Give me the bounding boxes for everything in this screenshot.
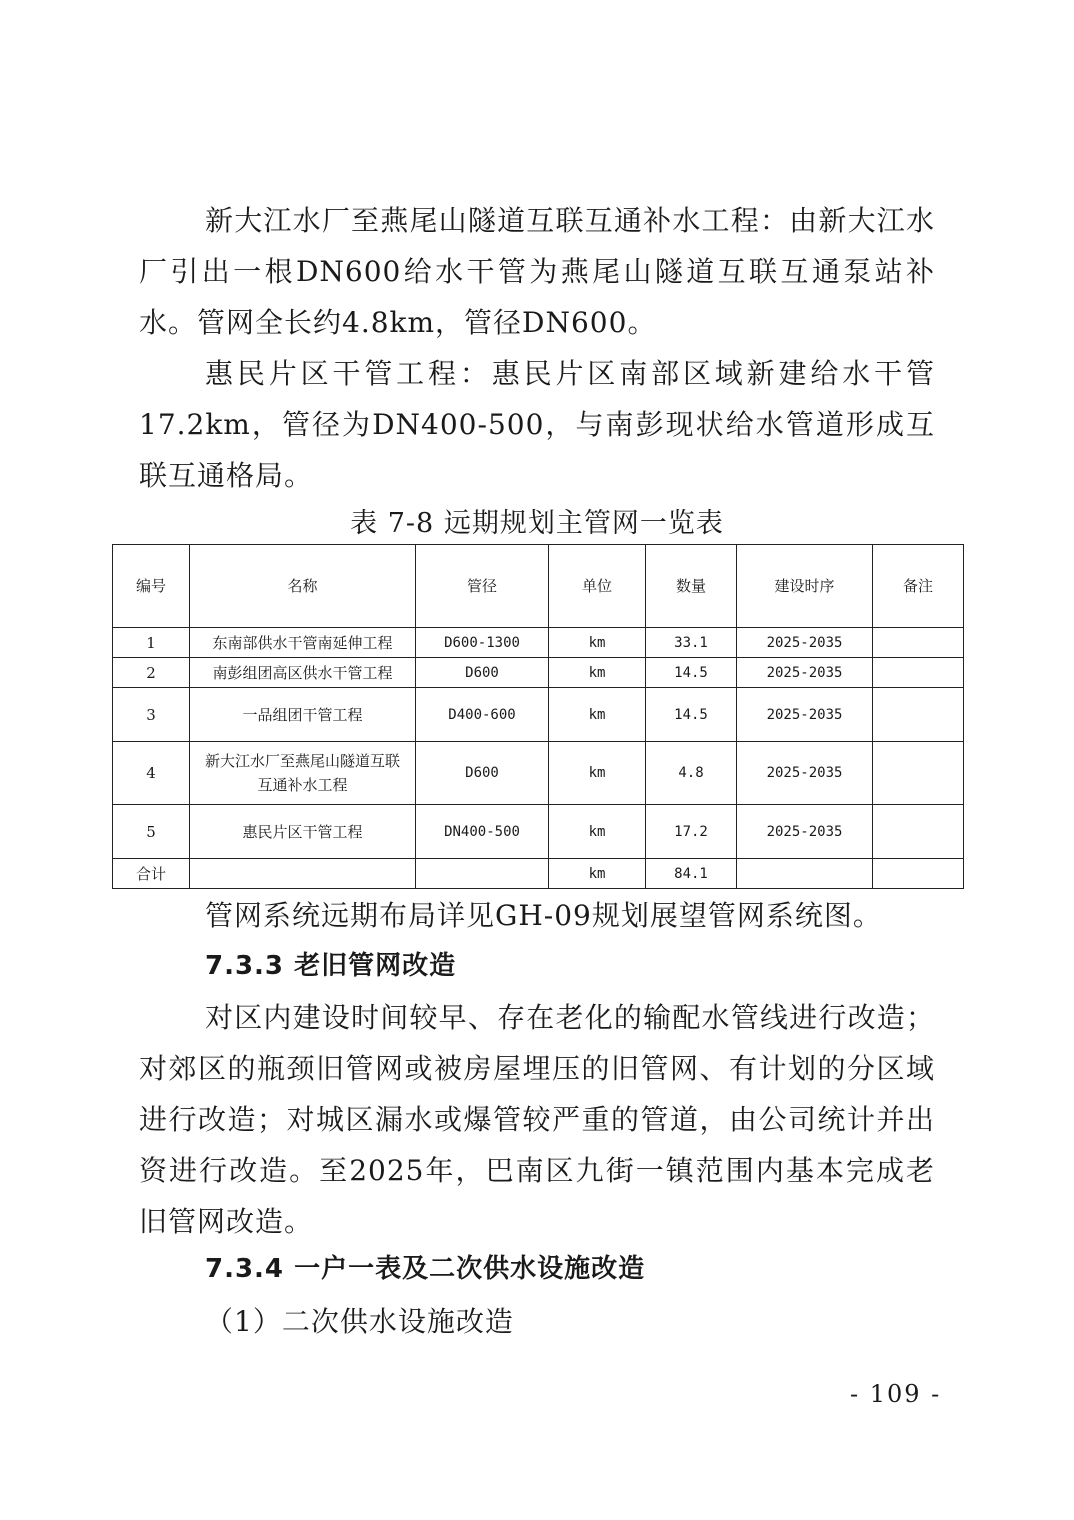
header-cell: 单位 [549,545,646,628]
table-row [113,742,964,805]
table-cell [190,859,416,889]
table-cell [873,742,964,805]
table-cell: 南彭组团高区供水干管工程 [190,658,416,688]
header-cell: 名称 [190,545,416,628]
table-cell: D600-1300 [416,628,549,658]
section-heading-734: 7.3.4 一户一表及二次供水设施改造 [205,1254,646,1284]
table-cell [737,859,873,889]
table-total-row [113,859,964,889]
table-cell: 2025-2035 [737,688,873,742]
table-cell: 17.2 [646,805,737,859]
table-cell: 1 [113,628,190,658]
table-cell: 2025-2035 [737,628,873,658]
table-cell: 2025-2035 [737,742,873,805]
paragraph-xindajiang-project: 新大江水厂至燕尾山隧道互联互通补水工程：由新大江水厂引出一根DN600给水干管为燕尾山隧道互联互通泵站补水。管网全长约4.8km，管径DN600。 [139,204,935,339]
header-cell: 数量 [646,545,737,628]
table-cell: D400-600 [416,688,549,742]
table-cell: 2025-2035 [737,658,873,688]
table-cell: km [549,658,646,688]
table-cell: 东南部供水干管南延伸工程 [190,628,416,658]
table-cell [873,859,964,889]
table-cell: km [549,805,646,859]
table-cell: 合计 [113,859,190,889]
table-cell: D600 [416,742,549,805]
table-row [113,628,964,658]
table-cell: 14.5 [646,658,737,688]
table-caption: 表 7-8 远期规划主管网一览表 [350,508,724,539]
paragraph-huimin-project: 惠民片区干管工程：惠民片区南部区域新建给水干管17.2km，管径为DN400-500，与南彭现状给水管道形成互联互通格局。 [139,357,935,492]
table-cell: 33.1 [646,628,737,658]
table-cell: km [549,859,646,889]
pipe-network-table [112,544,964,889]
table-cell: 2 [113,658,190,688]
table-cell: 4.8 [646,742,737,805]
table-cell: km [549,688,646,742]
table-cell: 一品组团干管工程 [190,688,416,742]
header-cell: 编号 [113,545,190,628]
table-cell: 5 [113,805,190,859]
header-cell: 建设时序 [737,545,873,628]
table-cell [873,805,964,859]
table-cell: 2025-2035 [737,805,873,859]
table-cell: 14.5 [646,688,737,742]
paragraph-reference-gh09: 管网系统远期布局详见GH-09规划展望管网系统图。 [205,899,882,932]
table-row [113,658,964,688]
table-row [113,805,964,859]
header-cell: 管径 [416,545,549,628]
table-cell [873,658,964,688]
table-cell: km [549,742,646,805]
table-cell: 新大江水厂至燕尾山隧道互联互通补水工程 [190,742,416,805]
table-cell: km [549,628,646,658]
table-header-row [113,545,964,628]
table-cell: 惠民片区干管工程 [190,805,416,859]
table-cell [873,688,964,742]
paragraph-old-network-renovation: 对区内建设时间较早、存在老化的输配水管线进行改造；对郊区的瓶颈旧管网或被房屋埋压的旧管网、有计划的分区域进行改造；对城区漏水或爆管较严重的管道，由公司统计并出资进行改造。至2025年，巴南区九街一镇范围内基本完成老旧管网改造。 [139,1001,935,1238]
table-cell: 84.1 [646,859,737,889]
table-cell: DN400-500 [416,805,549,859]
section-heading-733: 7.3.3 老旧管网改造 [205,951,457,981]
table-cell: 4 [113,742,190,805]
page-number: - 109 - [850,1380,942,1408]
table-cell [416,859,549,889]
header-cell: 备注 [873,545,964,628]
table-row [113,688,964,742]
table-cell [873,628,964,658]
table-cell: D600 [416,658,549,688]
subsection-item-1: （1）二次供水设施改造 [205,1305,514,1338]
table-cell: 3 [113,688,190,742]
